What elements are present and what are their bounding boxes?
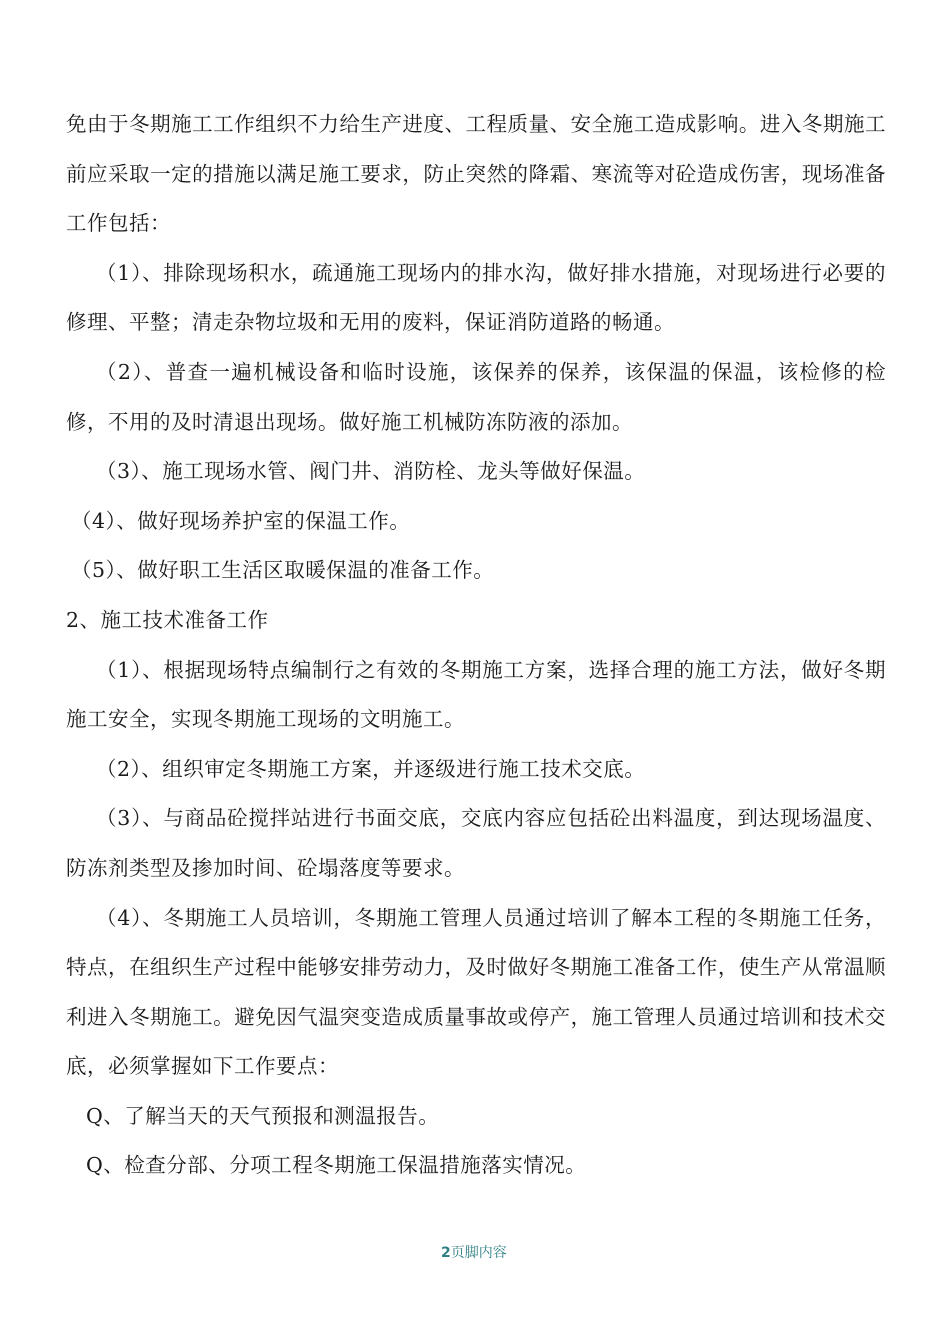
paragraph-tech-3: （3）、与商品砼搅拌站进行书面交底，交底内容应包括砼出料温度，到达现场温度、防冻剂类型及掺加时间、砼塌落度等要求。 bbox=[66, 806, 886, 880]
paragraph-item-5: （5）、做好职工生活区取暖保温的准备工作。 bbox=[71, 558, 495, 583]
paragraph-intro: 免由于冬期施工工作组织不力给生产进度、工程质量、安全施工造成影响。进入冬期施工前应采取一定的措施以满足施工要求，防止突然的降霜、寒流等对砼造成伤害，现场准备工作包括： bbox=[66, 112, 886, 236]
paragraph-item-3: （3）、施工现场水管、阀门井、消防栓、龙头等做好保温。 bbox=[96, 459, 646, 484]
paragraph-item-2: （2）、普查一遍机械设备和临时设施，该保养的保养，该保温的保温，该检修的检修，不用的及时清退出现场。做好施工机械防冻防液的添加。 bbox=[66, 359, 886, 434]
bullet-point-2: Q、检查分部、分项工程冬期施工保温措施落实情况。 bbox=[86, 1153, 587, 1178]
paragraph-item-4: （4）、做好现场养护室的保温工作。 bbox=[71, 508, 411, 533]
page-footer bbox=[441, 1243, 511, 1263]
paragraph-tech-2: （2）、组织审定冬期施工方案，并逐级进行施工技术交底。 bbox=[96, 756, 646, 781]
page-number: 2 bbox=[441, 1245, 451, 1261]
paragraph-tech-4: （4）、冬期施工人员培训，冬期施工管理人员通过培训了解本工程的冬期施工任务，特点，在组织生产过程中能够安排劳动力，及时做好冬期施工准备工作，使生产从常温顺利进入冬期施工。避免因气温突变造成质量事故或停产，施工管理人员通过培训和技术交底，必须掌握如下工作要点： bbox=[66, 905, 886, 1079]
footer-label: 页脚内容 bbox=[450, 1245, 507, 1261]
paragraph-tech-1: （1）、根据现场特点编制行之有效的冬期施工方案，选择合理的施工方法，做好冬期施工安全，实现冬期施工现场的文明施工。 bbox=[66, 657, 886, 732]
paragraph-item-1: （1）、排除现场积水，疏通施工现场内的排水沟，做好排水措施，对现场进行必要的修理、平整；清走杂物垃圾和无用的废料，保证消防道路的畅通。 bbox=[66, 260, 886, 335]
bullet-point-1: Q、了解当天的天气预报和测温报告。 bbox=[86, 1103, 440, 1128]
section-heading: 2、施工技术准备工作 bbox=[66, 607, 269, 632]
document-body bbox=[66, 100, 886, 1191]
